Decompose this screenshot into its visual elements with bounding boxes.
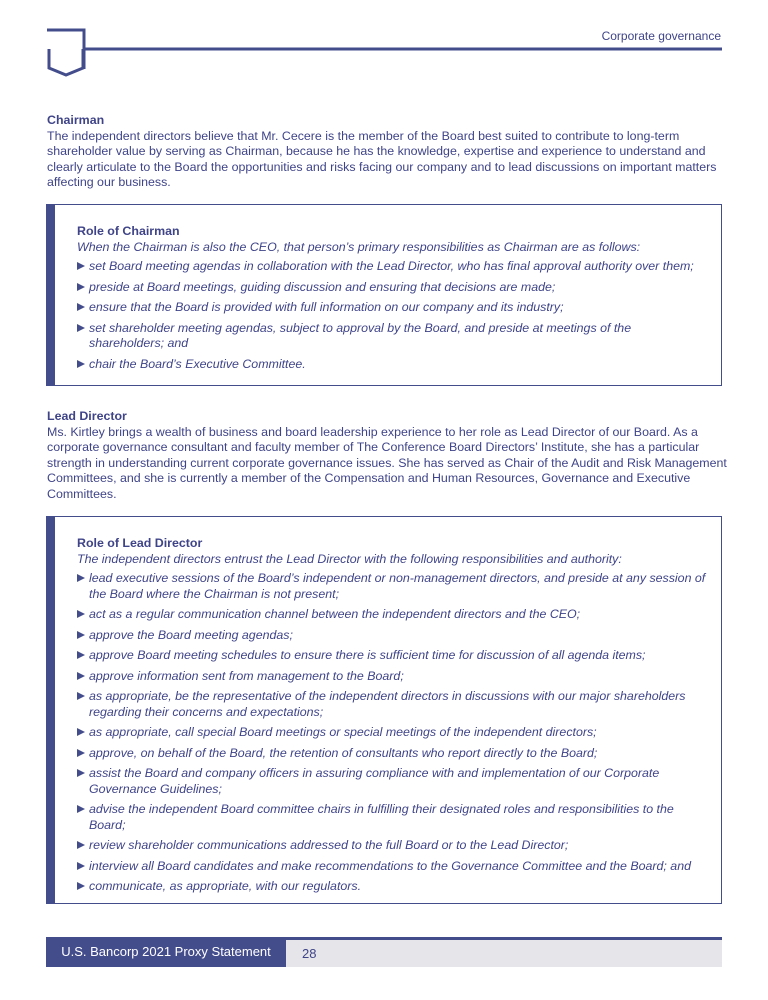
chairman-section <box>47 113 727 191</box>
list-item: act as a regular communication channel between the independent directors and the CEO; <box>77 607 709 623</box>
section-title: Corporate governance <box>601 29 721 43</box>
list-item: preside at Board meetings, guiding discussion and ensuring that decisions are made; <box>77 280 709 296</box>
list-item: lead executive sessions of the Board’s independent or non-management directors, and preside at any session of the Board where the Chairman is not present; <box>77 571 709 602</box>
role-chairman-list <box>77 259 721 372</box>
list-item: approve information sent from management to the Board; <box>77 669 709 685</box>
role-lead-heading: Role of Lead Director <box>77 536 203 550</box>
role-lead-list <box>77 571 721 895</box>
list-item: interview all Board candidates and make recommendations to the Governance Committee and the Board; and <box>77 859 709 875</box>
list-item: assist the Board and company officers in assuring compliance with and implementation of our Corporate Governance Guidelines; <box>77 766 709 797</box>
list-item: approve, on behalf of the Board, the retention of consultants who report directly to the Board; <box>77 746 709 762</box>
lead-director-section <box>47 409 727 502</box>
list-item: review shareholder communications addressed to the full Board or to the Lead Director; <box>77 838 709 854</box>
role-of-lead-director-box <box>46 516 722 904</box>
chairman-text: The independent directors believe that Mr. Cecere is the member of the Board best suited to contribute to long-term shareholder value by serving as Chairman, because he has the knowledge, expertise and experience to understand and clearly articulate to the Board the opportunities and risks facing our company and to lead discussions on important matters affecting our business. <box>47 128 717 189</box>
list-item: set shareholder meeting agendas, subject to approval by the Board, and preside at meetings of the shareholders; and <box>77 321 709 352</box>
list-item: ensure that the Board is provided with full information on our company and its industry; <box>77 300 709 316</box>
role-chairman-intro: When the Chairman is also the CEO, that person’s primary responsibilities as Chairman are as follows: <box>77 239 641 254</box>
lead-director-heading: Lead Director <box>47 409 127 423</box>
list-item: communicate, as appropriate, with our regulators. <box>77 879 709 895</box>
chairman-heading: Chairman <box>47 113 105 127</box>
lead-director-text: Ms. Kirtley brings a wealth of business and board leadership experience to her role as Lead Director of our Board. As a corporate governance consultant and faculty member of The Conference Board Directors’ Institute, she has a particular strength in understanding current corporate governance issues. She has served as Chair of the Audit and Risk Management Committees, and she is currently a member of the Compensation and Human Resources, Governance and Executive Committees. <box>47 424 727 501</box>
role-lead-intro: The independent directors entrust the Lead Director with the following responsibilities and authority: <box>77 551 622 566</box>
list-item: as appropriate, be the representative of the independent directors in discussions with our major shareholders regarding their concerns and expectations; <box>77 689 709 720</box>
footer-title: U.S. Bancorp 2021 Proxy Statement <box>46 937 286 967</box>
logo-icon <box>40 22 730 82</box>
list-item: as appropriate, call special Board meetings or special meetings of the independent directors; <box>77 725 709 741</box>
list-item: chair the Board’s Executive Committee. <box>77 357 709 373</box>
list-item: approve the Board meeting agendas; <box>77 628 709 644</box>
role-of-chairman-box <box>46 204 722 386</box>
footer <box>46 937 722 967</box>
list-item: advise the independent Board committee chairs in fulfilling their designated roles and responsibilities to the Board; <box>77 802 709 833</box>
page-number: 28 <box>302 946 317 961</box>
list-item: approve Board meeting schedules to ensure there is sufficient time for discussion of all agenda items; <box>77 648 709 664</box>
list-item: set Board meeting agendas in collaboration with the Lead Director, who has final approval authority over them; <box>77 259 709 275</box>
role-chairman-heading: Role of Chairman <box>77 224 180 238</box>
